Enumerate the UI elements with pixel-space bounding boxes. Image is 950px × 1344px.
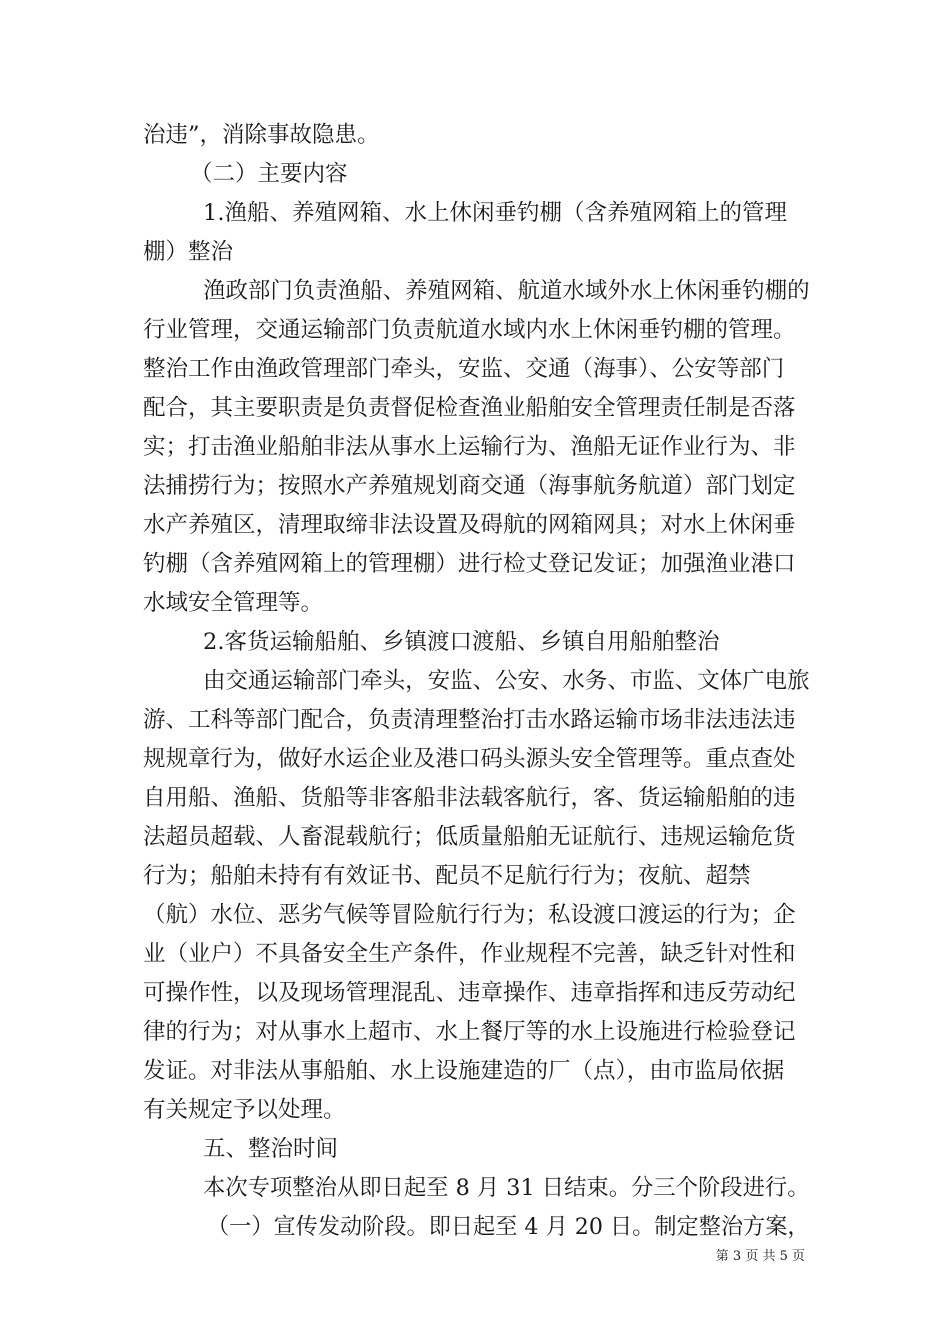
text-line: 律的行为；对从事水上超市、水上餐厅等的水上设施进行检验登记 [143, 1019, 796, 1045]
text-line: 行为；船舶未持有有效证书、配员不足航行行为；夜航、超禁 [143, 863, 751, 889]
subsection-heading: 棚）整治 [143, 239, 234, 265]
section-heading: （二）主要内容 [190, 161, 348, 187]
text-line: 钓棚（含养殖网箱上的管理棚）进行检丈登记发证；加强渔业港口 [143, 551, 796, 577]
text-line: 渔政部门负责渔船、养殖网箱、航道水域外水上休闲垂钓棚的 [203, 278, 810, 304]
text-line: 水产养殖区，清理取缔非法设置及碍航的网箱网具；对水上休闲垂 [143, 512, 796, 538]
text-line: 规规章行为，做好水运企业及港口码头源头安全管理等。重点查处 [143, 746, 796, 772]
text-line: 治违”，消除事故隐患。 [143, 122, 380, 148]
text-line: 配合，其主要职责是负责督促检查渔业船舶安全管理责任制是否落 [143, 395, 796, 421]
text-line: 自用船、渔船、货船等非客船非法载客航行，客、货运输船舶的违 [143, 785, 796, 811]
text-line: 发证。对非法从事船舶、水上设施建造的厂（点），由市监局依据 [143, 1058, 785, 1084]
text-line: 由交通运输部门牵头，安监、公安、水务、市监、文体广电旅 [203, 668, 810, 694]
subsection-heading: 1.渔船、养殖网箱、水上休闲垂钓棚（含养殖网箱上的管理 [203, 200, 787, 226]
text-line: 法捕捞行为；按照水产养殖规划商交通（海事航务航道）部门划定 [143, 473, 796, 499]
text-line: （一）宣传发动阶段。即日起至 4 月 20 日。制定整治方案， [207, 1214, 810, 1240]
text-line: 有关规定予以处理。 [143, 1097, 346, 1123]
text-line: 业（业户）不具备安全生产条件，作业规程不完善，缺乏针对性和 [143, 941, 796, 967]
page-number: 第 3 页 共 5 页 [715, 1249, 805, 1264]
text-line: 整治工作由渔政管理部门牵头，安监、交通（海事）、公安等部门 [143, 356, 785, 382]
text-line: 法超员超载、人畜混载航行；低质量船舶无证航行、违规运输危货 [143, 824, 796, 850]
text-line: （航）水位、恶劣气候等冒险航行行为；私设渡口渡运的行为；企 [143, 902, 796, 928]
section-heading: 五、整治时间 [203, 1136, 339, 1162]
text-line: 本次专项整治从即日起至 8 月 31 日结束。分三个阶段进行。 [203, 1175, 810, 1201]
text-line: 行业管理，交通运输部门负责航道水域内水上休闲垂钓棚的管理。 [143, 317, 796, 343]
text-line: 游、工科等部门配合，负责清理整治打击水路运输市场非法违法违 [143, 707, 796, 733]
subsection-heading: 2.客货运输船舶、乡镇渡口渡船、乡镇自用船舶整治 [203, 629, 720, 655]
text-line: 实；打击渔业船舶非法从事水上运输行为、渔船无证作业行为、非 [143, 434, 796, 460]
text-line: 可操作性，以及现场管理混乱、违章操作、违章指挥和违反劳动纪 [143, 980, 796, 1006]
text-line: 水域安全管理等。 [143, 590, 324, 616]
